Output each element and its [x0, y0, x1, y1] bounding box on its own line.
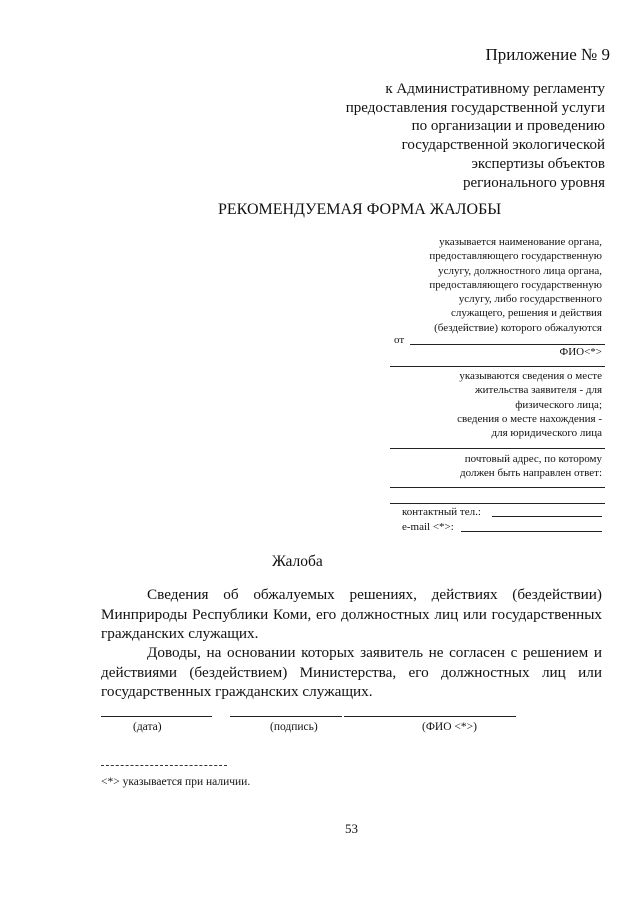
- fio-field-line[interactable]: [344, 716, 516, 717]
- regulation-line: экспертизы объектов: [471, 155, 605, 172]
- email-field-line[interactable]: [461, 531, 602, 532]
- fio-label: ФИО<*>: [559, 346, 602, 358]
- phone-label: контактный тел.:: [402, 506, 481, 518]
- field-line[interactable]: [390, 503, 605, 504]
- page-number: 53: [345, 821, 358, 836]
- field-line[interactable]: [390, 487, 605, 488]
- date-caption: (дата): [133, 721, 162, 733]
- field-line[interactable]: [390, 366, 605, 367]
- form-title: РЕКОМЕНДУЕМАЯ ФОРМА ЖАЛОБЫ: [218, 201, 502, 218]
- regulation-line: к Административному регламенту: [385, 81, 605, 97]
- complaint-paragraph: Сведения об обжалуемых решениях, действиях (бездействии) Минприроды Республики Коми, его должностных лиц или государственных гражданских служащих.: [101, 586, 602, 642]
- email-label: e-mail <*>:: [402, 521, 454, 533]
- date-field-line[interactable]: [101, 716, 212, 717]
- appendix-number: Приложение № 9: [485, 45, 610, 64]
- footnote-separator: [101, 765, 227, 766]
- addressee-hint: указывается наименование органа, предоставляющего государственную услугу, должностного лица органа, предоставляющего государственную услугу, либо государственного служащего, решения и действия (бездействие) которого обжалуются: [429, 236, 602, 334]
- residence-hint: указываются сведения о месте жительства заявителя - для физического лица; сведения о месте нахождения - для юридического лица: [457, 370, 602, 440]
- regulation-line: регионального уровня: [462, 174, 605, 191]
- signature-caption: (подпись): [270, 721, 318, 733]
- footnote-text: <*> указывается при наличии.: [101, 776, 251, 788]
- field-line[interactable]: [390, 448, 605, 449]
- complaint-heading: Жалоба: [272, 553, 323, 570]
- signature-field-line[interactable]: [230, 716, 342, 717]
- regulation-line: предоставления государственной услуги: [345, 99, 605, 116]
- postal-hint: почтовый адрес, по которому должен быть направлен ответ:: [460, 453, 602, 480]
- regulation-line: государственной экологической: [401, 137, 605, 154]
- from-label: от: [394, 334, 405, 346]
- regulation-reference: [305, 80, 605, 192]
- fio-caption: (ФИО <*>): [422, 721, 477, 733]
- complaint-paragraph: Доводы, на основании которых заявитель не согласен с решением и действиями (бездействием) Министерства, его должностных лиц или государственных гражданских служащих.: [101, 644, 602, 700]
- regulation-line: по организации и проведению: [411, 118, 605, 135]
- phone-field-line[interactable]: [492, 516, 602, 517]
